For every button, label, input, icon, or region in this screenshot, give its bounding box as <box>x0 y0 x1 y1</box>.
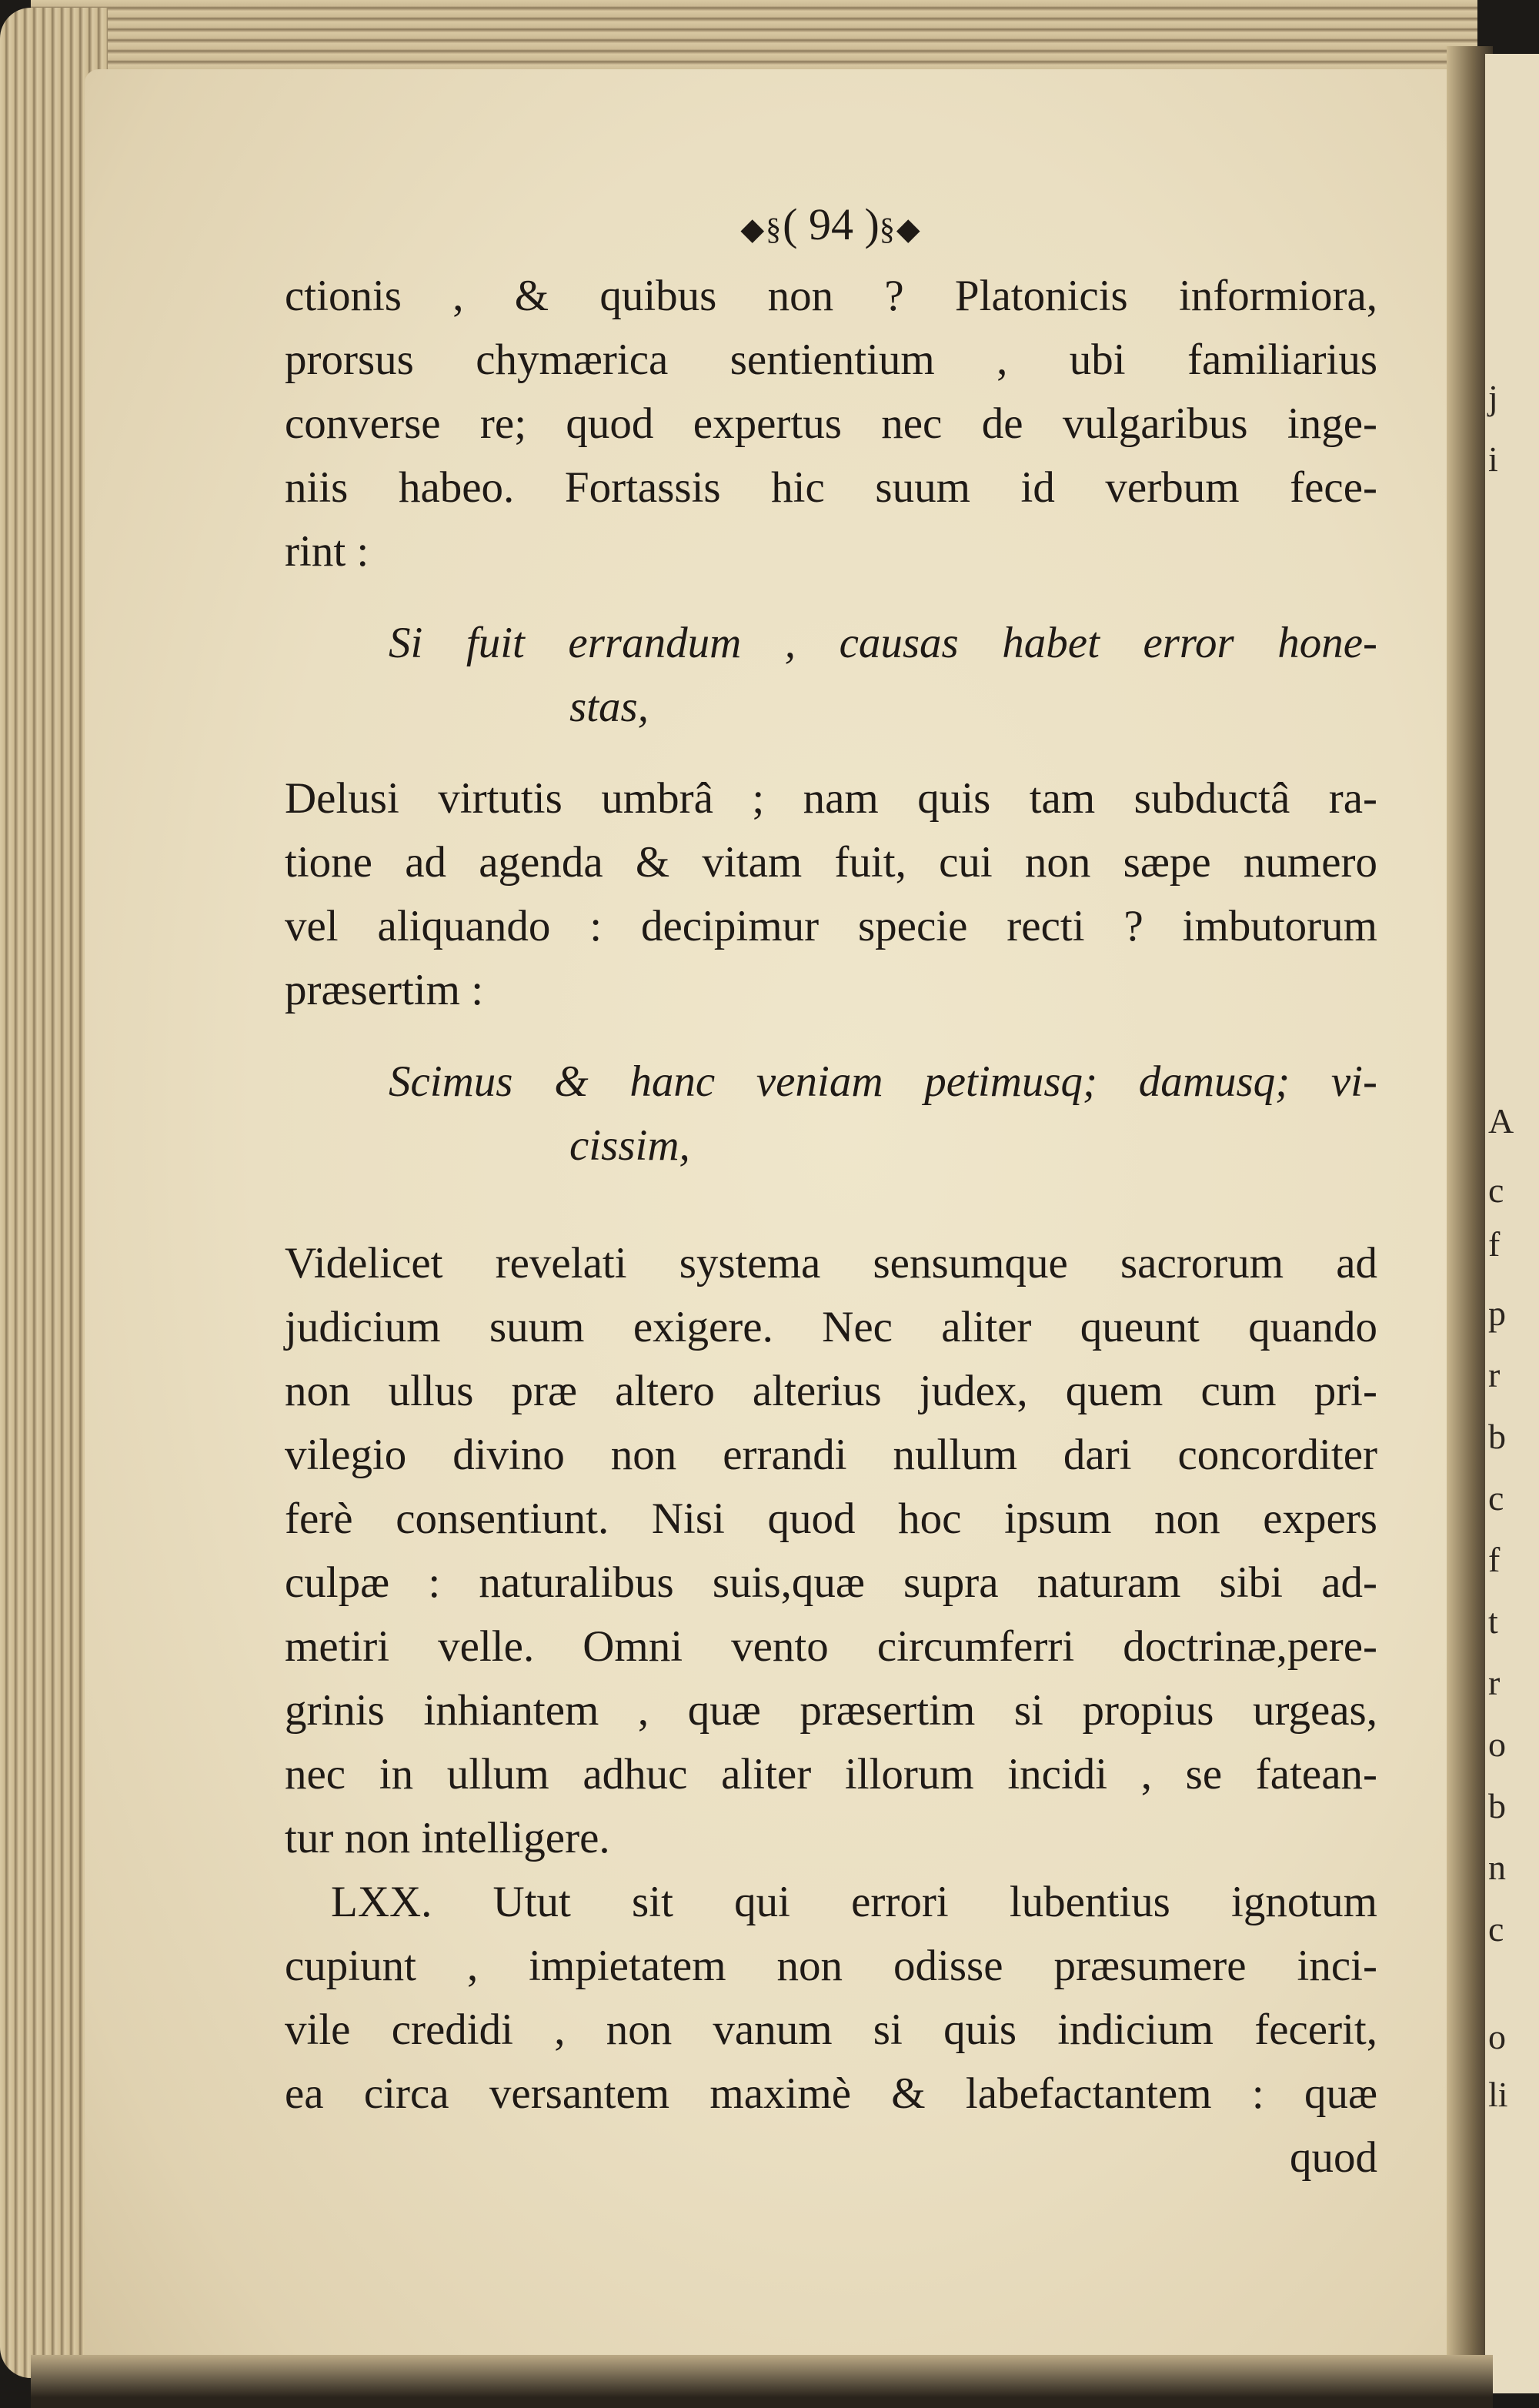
facing-page-letter: t <box>1488 1601 1498 1641</box>
facing-page-letter: o <box>1488 1725 1506 1764</box>
text-line: nec in ullum adhuc aliter illorum incidi , se fatean- <box>285 1750 1377 1798</box>
page-text <box>285 192 1377 2189</box>
text-line: metiri velle. Omni vento circumferri doctrinæ,pere- <box>285 1622 1377 1671</box>
header-ornament-left: ◆§ <box>740 212 783 246</box>
facing-page-letter: f <box>1488 1540 1501 1579</box>
facing-page-letter: i <box>1488 439 1498 479</box>
facing-page-letter: r <box>1488 1355 1501 1394</box>
text-line: converse re; quod expertus nec de vulgaribus inge- <box>285 399 1377 448</box>
verse-quote-line: Scimus & hanc veniam petimusq; damusq; vi- <box>389 1057 1377 1106</box>
facing-page-letter: c <box>1488 1478 1504 1518</box>
text-line: vile credidi , non vanum si quis indicium fecerit, <box>285 2006 1377 2054</box>
text-line: niis habeo. Fortassis hic suum id verbum fece- <box>285 463 1377 512</box>
facing-page-letter: c <box>1488 1171 1504 1210</box>
facing-page-letter: j <box>1488 378 1498 417</box>
facing-page-letter: b <box>1488 1786 1506 1825</box>
text-line: LXX. Utut sit qui errori lubentius ignotum <box>331 1878 1377 1926</box>
header-ornament-right: §◆ <box>879 212 922 246</box>
text-line: rint : <box>285 527 369 576</box>
page-header <box>285 192 1377 261</box>
text-line: culpæ : naturalibus suis,quæ supra naturam sibi ad- <box>285 1558 1377 1607</box>
text-line: Videlicet revelati systema sensumque sacrorum ad <box>285 1239 1377 1287</box>
text-line: vilegio divino non errandi nullum dari concorditer <box>285 1431 1377 1479</box>
text-line: prorsus chymærica sentientium , ubi familiarius <box>285 336 1377 384</box>
text-line: judicium suum exigere. Nec aliter queunt quando <box>285 1303 1377 1351</box>
verse-quote-line: cissim, <box>569 1121 690 1170</box>
facing-page-letter: c <box>1488 1909 1504 1949</box>
text-line: Delusi virtutis umbrâ ; nam quis tam subductâ ra- <box>285 774 1377 823</box>
page-stack-bottom-edges <box>31 2355 1493 2408</box>
text-line: grinis inhiantem , quæ præsertim si propius urgeas, <box>285 1686 1377 1735</box>
facing-page-letter: n <box>1488 1848 1506 1887</box>
text-line: ea circa versantem maximè & labefactantem : quæ <box>285 2069 1377 2118</box>
text-line: præsertim : <box>285 966 484 1014</box>
text-line: non ullus præ altero alterius judex, quem cum pri- <box>285 1367 1377 1415</box>
verse-quote-line: stas, <box>569 683 649 731</box>
text-line: tione ad agenda & vitam fuit, cui non sæpe numero <box>285 838 1377 887</box>
catchword: quod <box>1290 2133 1377 2182</box>
page-number: ( 94 ) <box>783 199 880 249</box>
text-line: tur non intelligere. <box>285 1814 610 1862</box>
facing-page-edge <box>1485 54 1539 2393</box>
facing-page-letter: A <box>1488 1101 1514 1141</box>
facing-page-letter: r <box>1488 1663 1501 1702</box>
text-line: vel aliquando : decipimur specie recti ? imbutorum <box>285 902 1377 950</box>
facing-page-letter: o <box>1488 2017 1506 2056</box>
text-line: ferè consentiunt. Nisi quod hoc ipsum non expers <box>285 1495 1377 1543</box>
facing-page-letter: p <box>1488 1294 1506 1333</box>
facing-page-letter: li <box>1488 2075 1508 2114</box>
verse-quote-line: Si fuit errandum , causas habet error hone- <box>389 619 1377 667</box>
facing-page-letter: b <box>1488 1417 1506 1456</box>
facing-page-letter: f <box>1488 1224 1501 1264</box>
text-line: ctionis , & quibus non ? Platonicis informiora, <box>285 272 1377 320</box>
text-line: cupiunt , impietatem non odisse præsumere inci- <box>285 1942 1377 1990</box>
